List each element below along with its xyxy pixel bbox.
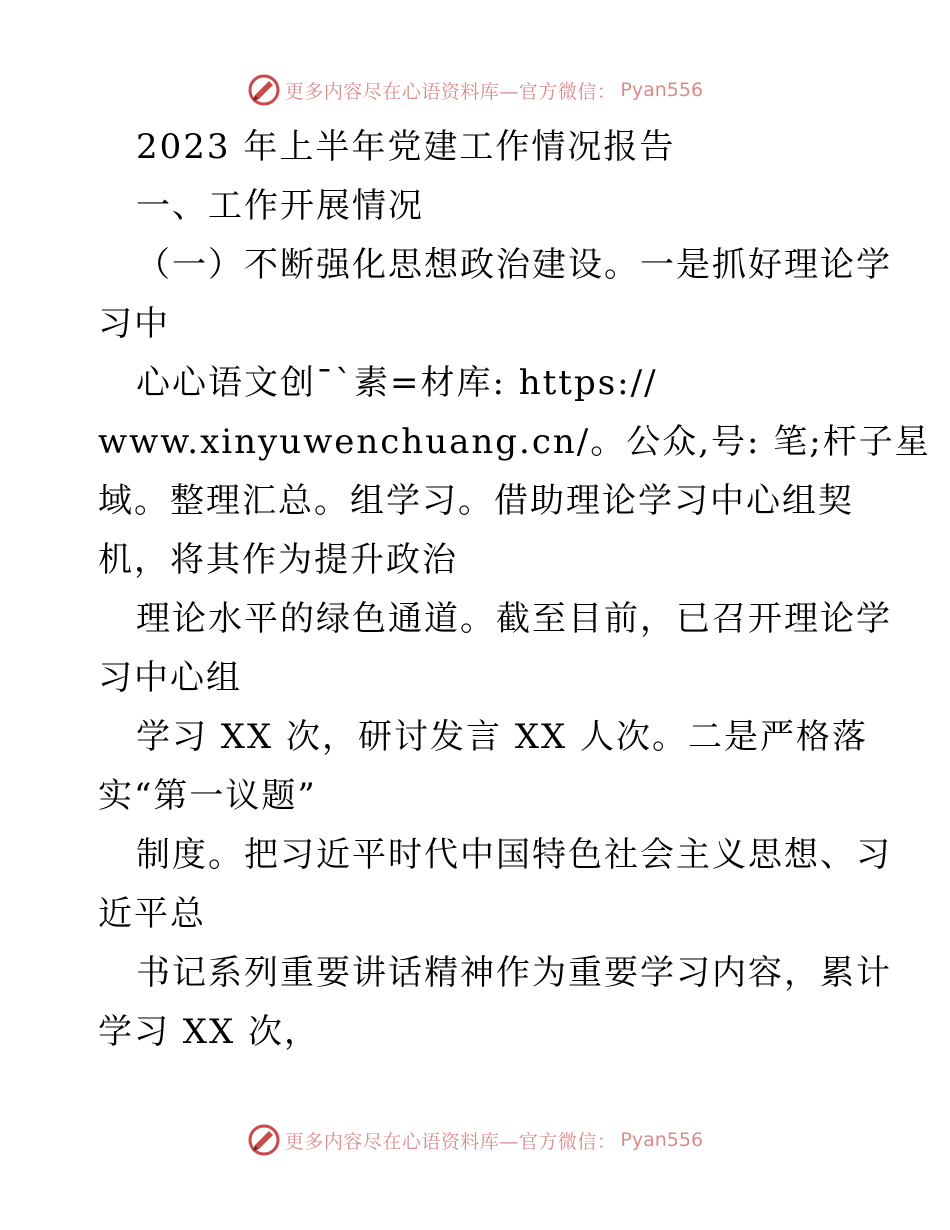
section-heading: 一、工作开展情况 bbox=[136, 186, 424, 226]
paragraph-line: 近平总 bbox=[98, 894, 206, 934]
paragraph-line: （一）不断强化思想政治建设。一是抓好理论学 bbox=[136, 245, 892, 285]
watermark-group bbox=[247, 1123, 703, 1157]
watermark-text: 更多内容尽在心语资料库—官方微信： bbox=[284, 1130, 617, 1153]
paragraph-line: 书记系列重要讲话精神作为重要学习内容，累计 bbox=[136, 953, 892, 993]
paragraph-line: www.xinyuwenchuang.cn/。公众,号: 笔;杆子星 bbox=[98, 422, 931, 462]
paragraph-line: 制度。把习近平时代中国特色社会主义思想、习 bbox=[136, 835, 892, 875]
paragraph-line: 实“第一议题” bbox=[98, 776, 317, 816]
watermark-text: 更多内容尽在心语资料库—官方微信： bbox=[284, 80, 617, 103]
paragraph-line: 域。整理汇总。组学习。借助理论学习中心组契 bbox=[98, 481, 854, 521]
paragraph-line: 习中 bbox=[98, 304, 170, 344]
document-title: 2023 年上半年党建工作情况报告 bbox=[136, 127, 676, 167]
paragraph-line: 理论水平的绿色通道。截至目前，已召开理论学 bbox=[136, 599, 892, 639]
watermark-wechat-id: Pyan556 bbox=[620, 79, 704, 101]
watermark-group bbox=[247, 73, 703, 107]
pen-logo-icon bbox=[247, 73, 281, 107]
footer-watermark bbox=[0, 1120, 950, 1160]
paragraph-line: 机，将其作为提升政治 bbox=[98, 540, 458, 580]
header-watermark bbox=[0, 70, 950, 110]
paragraph-line: 学习 XX 次，研讨发言 XX 人次。二是严格落 bbox=[136, 717, 869, 757]
paragraph-line: 学习 XX 次， bbox=[98, 1012, 321, 1052]
paragraph-line: 心心语文创¯`素=材库: https:// bbox=[136, 363, 658, 403]
paragraph-line: 习中心组 bbox=[98, 658, 242, 698]
watermark-wechat-id: Pyan556 bbox=[620, 1129, 704, 1151]
pen-logo-icon bbox=[247, 1123, 281, 1157]
